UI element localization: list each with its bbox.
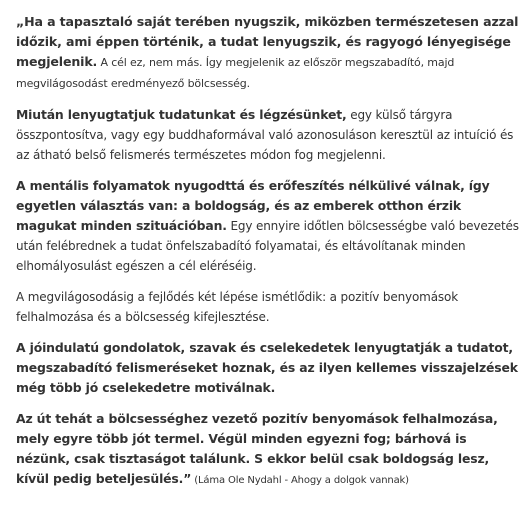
paragraph-1-bold: „Ha a tapasztaló saját terében nyugszik, miközben természetesen azzal időzik, ami éppen történik, a tudat lenyugszik, és ragyogó lényegisége megjelenik. [16,14,519,69]
paragraph-6 [16,409,522,491]
paragraph-3 [16,176,522,276]
paragraph-6-bold: Az út tehát a bölcsességhez vezető pozitív benyomások felhalmozása, mely egyre több jót termel. Végül minden egyezni fog; bárhová is nézünk, csak tisztaságot találunk. S ekkor belül csak boldogság lesz, kívül pedig beteljesülés.” [16,411,498,486]
paragraph-5 [16,338,522,398]
paragraph-4-text: A megvilágosodásig a fejlődés két lépése ismétlődik: a pozitív benyomások felhalmozása és a bölcsesség kifejlesztése. [16,290,459,324]
paragraph-2-text: egy külső tárgyra összpontosítva, vagy egy buddhaformával való azonosuláson keresztül az intuíció és az átható belső felismerés természetes módon fog megjelenni. [16,108,514,162]
paragraph-4 [16,287,522,327]
citation: (Láma Ole Nydahl - Ahogy a dolgok vannak) [191,475,409,486]
paragraph-5-bold: A jóindulatú gondolatok, szavak és cselekedetek lenyugtatják a tudatot, megszabadító felismeréseket hoznak, és az ilyen kellemes visszajelzések még több jó cselekedetre motiválnak. [16,340,518,395]
paragraph-3-bold: A mentális folyamatok nyugodttá és erőfeszítés nélkülivé válnak, így egyetlen választás van: a boldogság, és az emberek otthon érzik magukat minden szituációban. [16,178,490,233]
paragraph-1-text: A cél ez, nem más. Így megjelenik az először megszabadító, majd megvilágosodást eredményező bölcsesség. [16,56,455,90]
paragraph-3-text: Egy ennyire időtlen bölcsességbe való bevezetés után felébrednek a tudat önfelszabadító folyamatai, és eltávolítanak minden elhomályosulást egészen a cél eléréséig. [16,219,519,273]
paragraph-1 [16,12,522,94]
paragraph-2-bold: Miután lenyugtatjuk tudatunkat és légzésünket, [16,107,347,122]
paragraph-2 [16,105,522,165]
